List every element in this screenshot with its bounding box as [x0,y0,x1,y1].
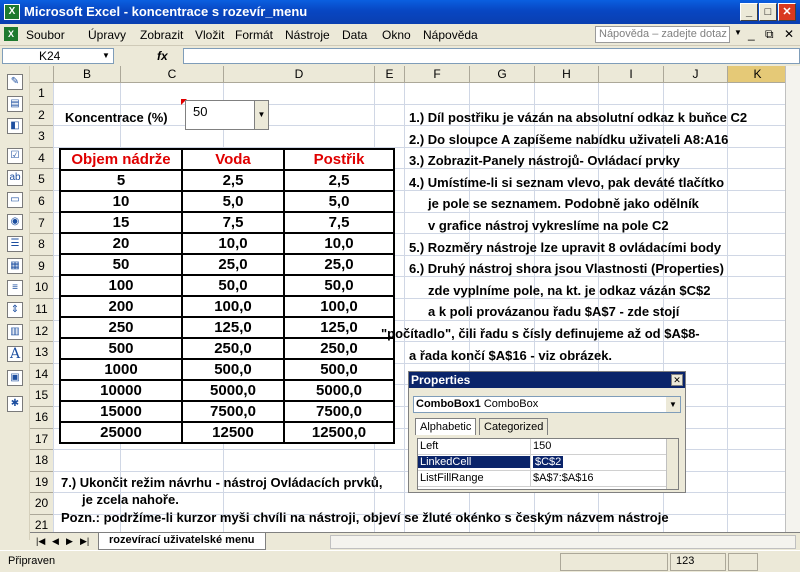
table-cell[interactable]: 125,0 [284,317,394,338]
property-value[interactable]: $A$7:$A$16 [533,472,594,484]
row-header[interactable]: 12 [30,321,54,343]
row-header[interactable]: 20 [30,493,54,515]
properties-scrollbar[interactable] [666,439,679,489]
note-line: zde vyplníme pole, na kt. je odkaz vázán $C$2 [428,282,711,298]
row-header[interactable]: 10 [30,277,54,299]
note-line: 6.) Druhý nástroj shora jsou Vlastnosti (Properties) [409,261,724,277]
menu-data[interactable]: Data [342,28,368,42]
spin-button-icon[interactable]: ⇕ [7,302,23,318]
table-cell[interactable]: 10 [60,191,182,212]
menu-vlozit[interactable]: Vložit [195,28,225,42]
table-row [60,338,394,359]
status-text: Připraven [8,555,56,567]
table-cell[interactable]: 5000,0 [182,380,284,401]
scroll-bar-icon[interactable]: ▥ [7,324,23,340]
table-cell[interactable]: 10,0 [284,233,394,254]
table-row [60,275,394,296]
status-bar [0,550,800,572]
table-body [60,170,394,443]
table-cell[interactable]: 1000 [60,359,182,380]
property-name: ListFillRange [420,472,484,484]
row-header[interactable]: 21 [30,515,54,532]
table-row [60,317,394,338]
row-header[interactable]: 15 [30,385,54,407]
textbox-icon[interactable]: ab [7,170,23,186]
note-line: 2.) Do sloupce A zapíšeme nabídku uživateli A8:A16 [409,131,729,147]
header-voda: Voda [182,149,284,170]
combo-value: 50 [193,104,208,119]
close-icon[interactable]: ✕ [671,374,683,386]
note-line: "počítadlo", čili řadu s čísly definujeme až od $A$8- [381,326,700,341]
table-cell[interactable]: 500,0 [182,359,284,380]
label-icon[interactable]: A [7,346,23,362]
column-header[interactable]: I [599,66,664,83]
column-header-selected[interactable]: K [728,66,788,83]
table-cell[interactable]: 5,0 [182,191,284,212]
table-row [60,170,394,191]
table-cell[interactable]: 125,0 [182,317,284,338]
maximize-button[interactable]: □ [759,3,777,21]
num-lock-indicator: 123 [676,555,695,567]
combo-box-icon[interactable]: ▦ [7,258,23,274]
table-cell[interactable]: 2,5 [182,170,284,191]
row-header[interactable]: 8 [30,234,54,256]
select-all-corner[interactable] [30,66,54,83]
table-cell[interactable]: 12500 [182,422,284,443]
property-value[interactable]: 150 [533,440,552,452]
table-cell[interactable]: 25,0 [284,254,394,275]
table-cell[interactable]: 2,5 [284,170,394,191]
table-cell[interactable]: 50,0 [284,275,394,296]
table-row [60,380,394,401]
table-cell[interactable]: 25,0 [182,254,284,275]
row-header[interactable]: 3 [30,126,54,148]
excel-icon: X [4,4,20,20]
window-title: Microsoft Excel - koncentrace s rozevír_menu [24,4,308,19]
table-cell[interactable]: 5 [60,170,182,191]
design-mode-icon[interactable]: ✎ [7,74,23,90]
object-select[interactable] [413,396,681,413]
row-header[interactable]: 11 [30,299,54,321]
table-row [60,422,394,443]
column-header[interactable]: B [54,66,121,83]
table-cell[interactable]: 100 [60,275,182,296]
row-header[interactable]: 13 [30,342,54,364]
table-cell[interactable]: 25000 [60,422,182,443]
menu-nastroje[interactable]: Nástroje [285,28,330,42]
table-header-row [60,149,394,170]
property-value[interactable]: $C$2 [535,456,562,468]
table-cell[interactable]: 7500,0 [284,401,394,422]
table-row [60,233,394,254]
close-button[interactable]: ✕ [778,3,796,21]
first-sheet-icon[interactable]: |◀ [36,536,46,546]
note-line: a řada končí $A$16 - viz obrázek. [409,347,613,363]
note-line: 5.) Rozměry nástroje lze upravit 8 ovládacími body [409,239,722,255]
note-line: v grafice nástroj vykreslíme na pole C2 [428,218,669,233]
object-name: ComboBox1 [416,398,481,410]
prev-sheet-icon[interactable]: ◀ [52,536,59,546]
column-header[interactable]: C [121,66,224,83]
column-header[interactable]: E [375,66,405,83]
next-sheet-icon[interactable]: ▶ [66,536,73,546]
concentration-label: Koncentrace (%) [65,110,168,125]
sheet-tabs-bar [30,532,800,550]
option-button-icon[interactable]: ◉ [7,214,23,230]
table-cell[interactable]: 100,0 [182,296,284,317]
row-header[interactable]: 14 [30,364,54,386]
chevron-down-icon[interactable]: ▼ [254,101,268,129]
column-header[interactable]: G [470,66,535,83]
doc-close-icon[interactable]: ✕ [784,27,795,41]
sheet-tab-active[interactable]: rozevírací uživatelské menu [98,533,266,550]
workbook-icon[interactable]: X [4,27,18,41]
row-header[interactable]: 1 [30,83,54,105]
column-header[interactable]: D [224,66,375,83]
doc-restore-icon[interactable]: ⧉ [765,27,774,41]
menu-soubor[interactable]: Soubor [26,28,65,42]
name-box[interactable]: K24 [2,48,114,64]
menu-zobrazit[interactable]: Zobrazit [140,28,184,42]
menu-upravy[interactable]: Úpravy [88,28,127,42]
table-row [60,401,394,422]
chevron-down-icon[interactable]: ▼ [734,28,742,37]
table-cell[interactable]: 7,5 [284,212,394,233]
table-row [60,191,394,212]
table-cell[interactable]: 250,0 [182,338,284,359]
checkbox-icon[interactable]: ☑ [7,148,23,164]
list-box-icon[interactable]: ☰ [7,236,23,252]
note-7b: je zcela nahoře. [82,492,179,507]
note-7: 7.) Ukončit režim návrhu - nástroj Ovládacích prvků, [61,475,383,490]
note-line: je pole se seznamem. Podobně jako odělník [428,196,699,212]
properties-window [408,371,686,493]
view-code-icon[interactable]: ◧ [7,118,23,134]
menu-okno[interactable]: Okno [382,28,411,42]
row-header[interactable]: 19 [30,472,54,494]
property-row[interactable] [418,471,666,487]
header-postrik: Postřik [284,149,394,170]
toggle-button-icon[interactable]: ≡ [7,280,23,296]
table-row [60,212,394,233]
note-pozn: Pozn.: podržíme-li kurzor myši chvíli na nástroji, objeví se žluté okénko s českým názvem nástroje [61,510,669,525]
table-cell[interactable]: 12500,0 [284,422,394,443]
title-bar [0,0,800,24]
menu-format[interactable]: Formát [235,28,274,42]
column-header[interactable]: H [535,66,599,83]
table-cell[interactable]: 10000 [60,380,182,401]
help-search-input[interactable]: Nápověda – zadejte dotaz [595,26,730,43]
note-line: 4.) Umístíme-li si seznam vlevo, pak deváté tlačítko [409,174,725,190]
table-cell[interactable]: 100,0 [284,296,394,317]
property-row[interactable] [418,439,666,455]
table-cell[interactable]: 7500,0 [182,401,284,422]
row-header[interactable]: 17 [30,429,54,451]
chevron-down-icon[interactable]: ▼ [666,397,680,412]
property-name: Left [420,440,439,452]
menu-napoveda[interactable]: Nápověda [423,28,478,42]
table-row [60,296,394,317]
table-row [60,359,394,380]
note-line: 1.) Díl postřiku je vázán na absolutní odkaz k buňce C2 [409,110,748,125]
table-cell[interactable]: 200 [60,296,182,317]
note-line: 3.) Zobrazit-Panely nástrojů- Ovládací prvky [409,153,680,169]
property-name: LinkedCell [418,456,530,468]
property-row-selected[interactable] [418,455,666,471]
table-cell[interactable]: 5,0 [284,191,394,212]
more-controls-icon[interactable]: ✱ [7,396,23,412]
tab-categorized[interactable]: Categorized [479,418,548,435]
concentration-combo-box[interactable] [185,100,269,130]
row-header[interactable]: 16 [30,407,54,429]
note-line: a k poli provázanou řadu $A$7 - zde stojí [428,304,680,320]
table-cell[interactable]: 7,5 [182,212,284,233]
table-cell[interactable]: 15000 [60,401,182,422]
column-header[interactable]: F [405,66,470,83]
properties-list [417,438,679,490]
row-header[interactable]: 18 [30,450,54,472]
properties-icon[interactable]: ▤ [7,96,23,112]
table-row [60,254,394,275]
table-cell[interactable]: 15 [60,212,182,233]
vertical-scrollbar[interactable] [785,66,800,532]
table-cell[interactable]: 20 [60,233,182,254]
horizontal-scrollbar[interactable] [330,535,796,549]
row-header[interactable]: 7 [30,213,54,235]
row-header[interactable]: 6 [30,191,54,213]
data-table [59,148,395,444]
column-header[interactable]: J [664,66,728,83]
minimize-button[interactable]: _ [740,3,758,21]
table-cell[interactable]: 500 [60,338,182,359]
doc-minimize-icon[interactable]: _ [748,27,755,41]
control-toolbox [0,66,30,540]
column-headers [30,66,800,83]
command-button-icon[interactable]: ▭ [7,192,23,208]
table-cell[interactable]: 50 [60,254,182,275]
fx-icon[interactable]: fx [157,49,168,63]
last-sheet-icon[interactable]: ▶| [80,536,90,546]
object-type: ComboBox [483,398,539,410]
table-cell[interactable]: 50,0 [182,275,284,296]
table-cell[interactable]: 250 [60,317,182,338]
image-icon[interactable]: ▣ [7,370,23,386]
table-cell[interactable]: 500,0 [284,359,394,380]
row-header[interactable]: 2 [30,105,54,127]
table-cell[interactable]: 10,0 [182,233,284,254]
table-cell[interactable]: 250,0 [284,338,394,359]
header-objem: Objem nádrže [60,149,182,170]
properties-title: Properties [409,372,685,388]
tab-alphabetic[interactable]: Alphabetic [415,418,476,435]
row-header[interactable]: 5 [30,169,54,191]
chevron-down-icon[interactable]: ▼ [102,51,110,60]
row-header[interactable]: 9 [30,256,54,278]
table-cell[interactable]: 5000,0 [284,380,394,401]
formula-input[interactable] [183,48,800,64]
row-header[interactable]: 4 [30,148,54,170]
